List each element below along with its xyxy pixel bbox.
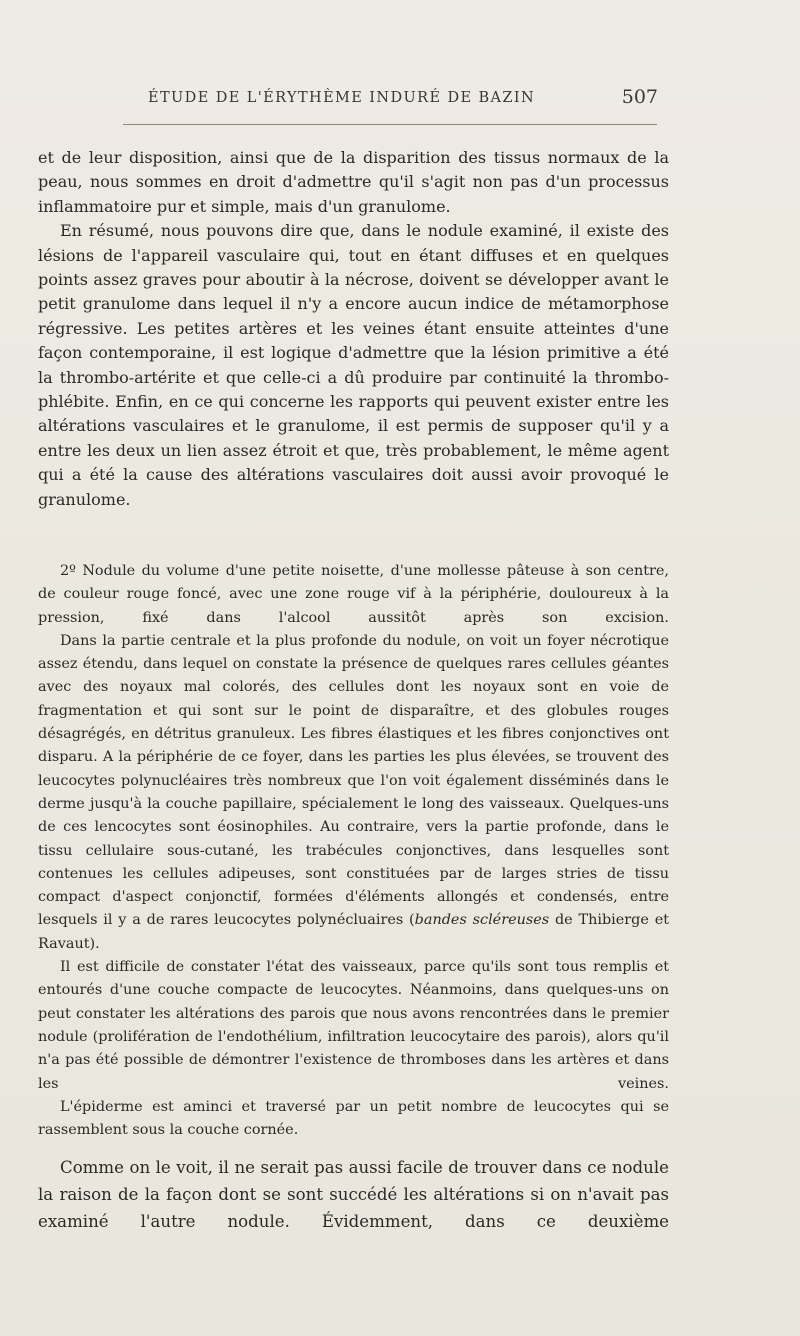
header-rule — [123, 124, 657, 125]
bandes-sclereuses-term: bandes scléreuses — [414, 912, 550, 929]
paragraph-vessels: Il est difficile de constater l'état des vaisseaux, parce qu'ils sont tous remplis et entourés d'une couche compacte de leucocytes. Néanmoins, dans quelques-uns on peut constater les altérations des parois que nous avons rencontrées dans le premier nodule (prolifération de l'endothélium, infiltration leucocytaire des parois), alors qu'il n'a pas été possible de démontrer l'existence de thromboses dans les artères et dans les veines. — [38, 959, 669, 1092]
page-header — [148, 86, 658, 116]
page-number: 507 — [621, 86, 658, 108]
central-part-text-end: de Thibierge et Ravaut). — [38, 912, 669, 952]
paragraph-comparison: Comme on le voit, il ne serait pas aussi facile de trouver dans ce nodule la raison de la façon dont se sont succédé les altérations si on n'avait pas examiné l'autre nodule. Évidemment, dans ce deuxième — [38, 1158, 669, 1232]
paragraph-epiderme: L'épiderme est aminci et traversé par un petit nombre de leucocytes qui se rassemblent sous la couche cornée. — [38, 1098, 669, 1139]
body-section-comparison — [38, 1154, 669, 1236]
paragraph-granulome-conclusion: et de leur disposition, ainsi que de la disparition des tissus normaux de la peau, nous sommes en droit d'admettre qu'il s'agit non pas d'un processus inflammatoire pur et simple, mais d'un granulome. — [38, 148, 669, 216]
body-section-nodule-2 — [38, 560, 669, 1142]
paragraph-nodule-description: 2º Nodule du volume d'une petite noisette, d'une mollesse pâteuse à son centre, de couleur rouge foncé, avec une zone rouge vif à la périphérie, douloureux à la pression, fixé dans l'alcool aussitôt après son excision. — [38, 563, 669, 626]
paragraph-central-part — [38, 630, 669, 956]
body-section-conclusion — [38, 146, 669, 512]
central-part-text: Dans la partie centrale et la plus profonde du nodule, on voit un foyer nécrotique assez étendu, dans lequel on constate la présence de quelques rares cellules géantes avec des noyaux mal colorés, des cellules dont les noyaux sont en voie de fragmentation et qui sont sur le point de disparaître, et des globules rouges désagrégés, en détritus granuleux. Les fibres élastiques et les fibres conjonctives ont disparu. A la périphérie de ce foyer, dans les parties les plus élevées, se trouvent des leucocytes polynucléaires très nombreux que l'on voit également disséminés dans le derme jusqu'à la couche papillaire, spécialement le long des vaisseaux. Quelques-uns de ces lencocytes sont éosinophiles. Au contraire, vers la partie profonde, dans le tissu cellulaire sous-cutané, les trabécules conjonctives, dans lesquelles sont contenues les cellules adipeuses, sont constituées par de larges stries de tissu compact d'aspect conjonctif, formées d'éléments allongés et condensés, entre lesquels il y a de rares leucocytes polynécluaires ( — [38, 632, 669, 929]
running-title: ÉTUDE DE L'ÉRYTHÈME INDURÉ DE BAZIN — [148, 90, 536, 106]
paragraph-resume: En résumé, nous pouvons dire que, dans le nodule examiné, il existe des lésions de l'appareil vasculaire qui, tout en étant diffuses et en quelques points assez graves pour aboutir à la nécrose, doivent se développer avant le petit granulome dans lequel il n'y a encore aucun indice de métamorphose régressive. Les petites artères et les veines étant ensuite atteintes d'une façon contemporaine, il est logique d'admettre que la lésion primitive a été la thrombo-artérite et que celle-ci a dû produire par continuité la thrombo-phlébite. Enfin, en ce qui concerne les rapports qui peuvent exister entre les altérations vasculaires et le granulome, il est permis de supposer qu'il y a entre les deux un lien assez étroit et que, très probablement, le même agent qui a été la cause des altérations vasculaires doit aussi avoir provoqué le granulome. — [38, 221, 669, 509]
